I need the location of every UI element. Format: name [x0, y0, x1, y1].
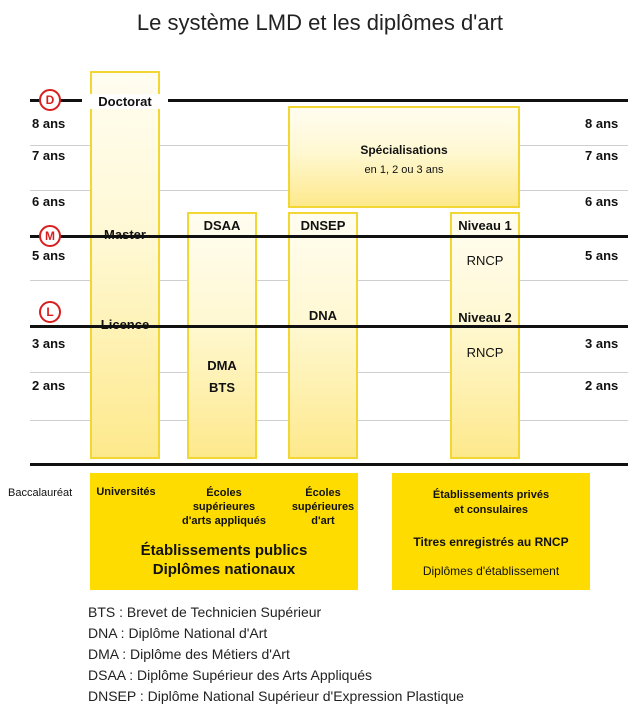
public-institutions-title — [90, 541, 358, 579]
ecoles-art-label — [278, 486, 368, 528]
year-label-8-left: 8 ans — [32, 116, 66, 131]
bts-label: BTS — [209, 380, 235, 395]
year-label-3-left: 3 ans — [32, 336, 66, 351]
year-label-2-right: 2 ans — [585, 378, 619, 393]
niveau2-label: Niveau 2 — [458, 310, 512, 325]
rncp-titles-label: Titres enregistrés au RNCP — [413, 535, 569, 549]
page-title: Le système LMD et les diplômes d'art — [136, 10, 504, 35]
master-marker: M — [39, 225, 61, 247]
ecoles-arts-appliques-line-1: Écoles — [206, 487, 242, 499]
legend-item-bts: BTS : Brevet de Technicien Supérieur — [88, 604, 322, 620]
dsaa-label: DSAA — [203, 218, 241, 233]
rncp2-label: RNCP — [466, 345, 504, 360]
baccalaureat-line — [30, 463, 628, 466]
legend-item-dna: DNA : Diplôme National d'Art — [88, 625, 268, 641]
private-institutions-title — [392, 488, 590, 518]
dma-label: DMA — [207, 358, 237, 373]
niveau1-label: Niveau 1 — [458, 218, 512, 233]
licence-label: Licence — [100, 317, 150, 332]
rncp1-label: RNCP — [466, 253, 504, 268]
diplomes-etablissement-label: Diplômes d'établissement — [422, 564, 560, 578]
public-institutions-line-1: Établissements publics — [140, 542, 308, 559]
year-label-6-left: 6 ans — [32, 194, 66, 209]
year-label-3-right: 3 ans — [585, 336, 619, 351]
private-institutions-line-2: et consulaires — [454, 504, 528, 516]
ecoles-art-line-3: d'art — [311, 515, 335, 527]
year-label-7-left: 7 ans — [32, 148, 66, 163]
public-institutions-line-2: Diplômes nationaux — [152, 561, 296, 578]
doctorat-marker: D — [39, 89, 61, 111]
ecoles-arts-appliques-line-3: d'arts appliqués — [182, 515, 266, 527]
private-institutions-line-1: Établissements privés — [432, 489, 550, 501]
legend-item-dsaa: DSAA : Diplôme Supérieur des Arts Appliqués — [88, 667, 373, 683]
dna-label: DNA — [308, 308, 338, 323]
art-schools-column — [288, 212, 358, 459]
applied-arts-column — [187, 212, 257, 459]
legend-item-dma: DMA : Diplôme des Métiers d'Art — [88, 646, 290, 662]
ecoles-arts-appliques-label — [178, 486, 270, 528]
ecoles-arts-appliques-line-2: supérieures — [192, 501, 256, 513]
year-label-5-left: 5 ans — [32, 248, 66, 263]
specialisations-duration: en 1, 2 ou 3 ans — [364, 164, 444, 176]
year-label-2-left: 2 ans — [32, 378, 66, 393]
universites-label: Universités — [96, 486, 156, 498]
rncp-column — [450, 212, 520, 459]
ecoles-art-line-2: supérieures — [291, 501, 355, 513]
year-label-5-right: 5 ans — [585, 248, 619, 263]
dnsep-label: DNSEP — [300, 218, 346, 233]
year-label-8-right: 8 ans — [585, 116, 619, 131]
master-label: Master — [104, 227, 146, 242]
year-label-7-right: 7 ans — [585, 148, 619, 163]
specialisations-title: Spécialisations — [360, 143, 448, 157]
legend-item-dnsep: DNSEP : Diplôme National Supérieur d'Expression Plastique — [88, 688, 464, 704]
year-label-6-right: 6 ans — [585, 194, 619, 209]
doctorat-label: Doctorat — [82, 94, 168, 109]
university-column — [90, 71, 160, 459]
ecoles-art-line-1: Écoles — [305, 487, 341, 499]
baccalaureat-label: Baccalauréat — [8, 487, 73, 499]
specialisations-box — [288, 106, 520, 208]
licence-marker: L — [39, 301, 61, 323]
